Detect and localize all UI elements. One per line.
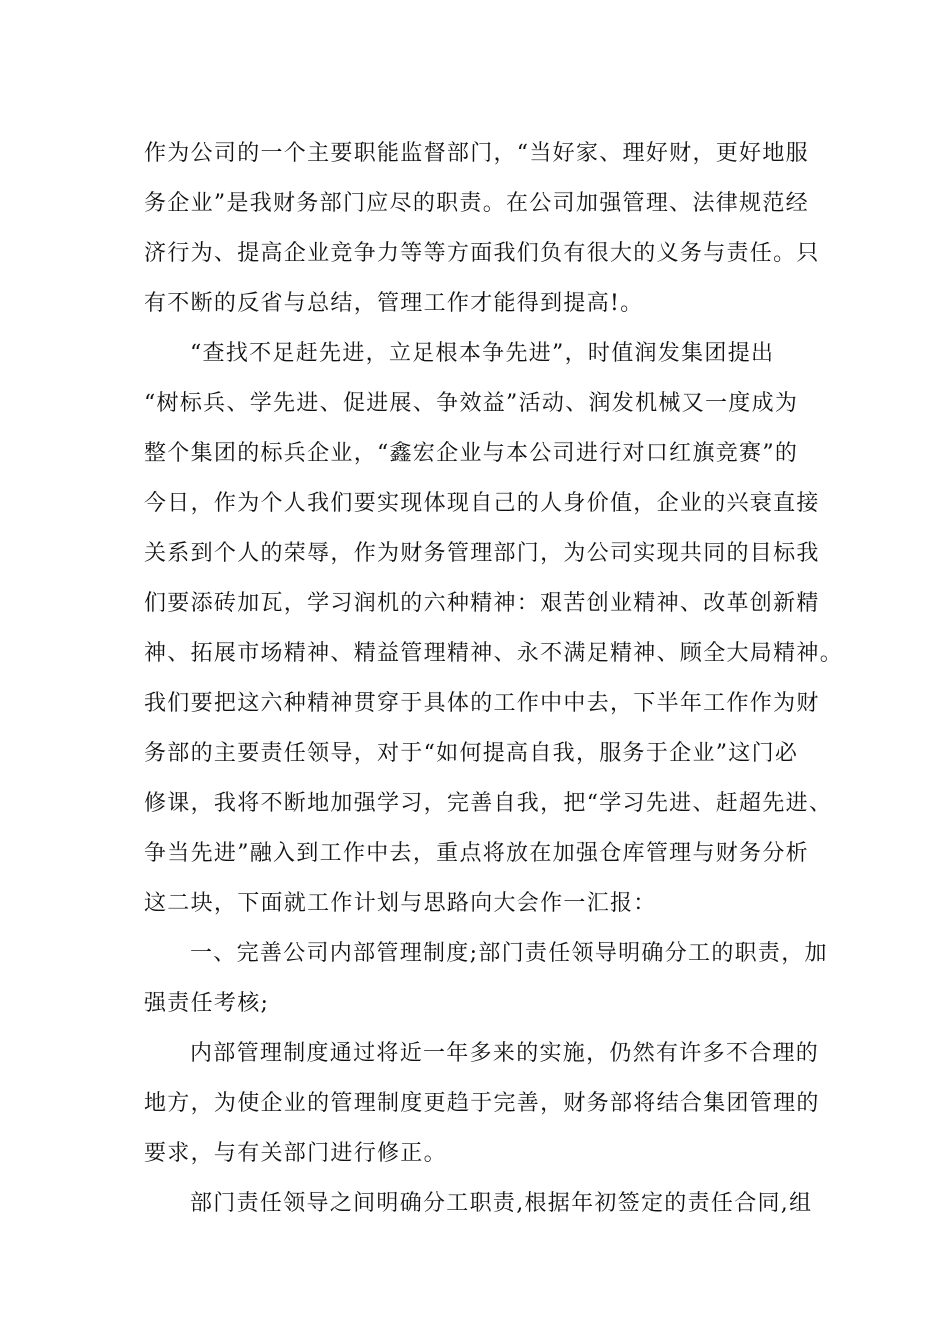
text-line: “查找不足赶先进，立足根本争先进”，时值润发集团提出 bbox=[190, 341, 775, 366]
text-line: 们要添砖加瓦，学习润机的六种精神：艰苦创业精神、改革创新精 bbox=[144, 591, 820, 616]
text-line: “树标兵、学先进、促进展、争效益”活动、润发机械又一度成为 bbox=[144, 391, 799, 416]
text-line: 今日，作为个人我们要实现体现自己的人身价值，企业的兴衰直接 bbox=[144, 491, 820, 516]
text-line: 关系到个人的荣辱，作为财务管理部门，为公司实现共同的目标我 bbox=[144, 541, 820, 566]
text-line: 神、拓展市场精神、精益管理精神、永不满足精神、顾全大局精神。 bbox=[144, 641, 844, 666]
text-line: 有不断的反省与总结，管理工作才能得到提高!。 bbox=[144, 291, 644, 316]
text-line: 务企业”是我财务部门应尽的职责。在公司加强管理、法律规范经 bbox=[144, 191, 809, 216]
text-line: 一、完善公司内部管理制度;部门责任领导明确分工的职责，加 bbox=[190, 941, 828, 966]
text-line: 修课，我将不断地加强学习，完善自我，把“学习先进、赶超先进、 bbox=[144, 791, 833, 816]
text-line: 部门责任领导之间明确分工职责,根据年初签定的责任合同,组 bbox=[190, 1191, 813, 1216]
text-line: 这二块，下面就工作计划与思路向大会作一汇报： bbox=[144, 891, 657, 916]
text-line: 内部管理制度通过将近一年多来的实施，仍然有许多不合理的 bbox=[190, 1041, 820, 1066]
text-line: 强责任考核; bbox=[144, 991, 270, 1016]
text-line: 要求，与有关部门进行修正。 bbox=[144, 1141, 447, 1166]
text-line: 济行为、提高企业竞争力等等方面我们负有很大的义务与责任。只 bbox=[144, 241, 820, 266]
text-line: 作为公司的一个主要职能监督部门，“当好家、理好财，更好地服 bbox=[144, 141, 809, 166]
text-line: 地方，为使企业的管理制度更趋于完善，财务部将结合集团管理的 bbox=[144, 1091, 820, 1116]
text-line: 争当先进”融入到工作中去，重点将放在加强仓库管理与财务分析 bbox=[144, 841, 809, 866]
text-line: 我们要把这六种精神贯穿于具体的工作中中去，下半年工作作为财 bbox=[144, 691, 820, 716]
text-line: 务部的主要责任领导，对于“如何提高自我，服务于企业”这门必 bbox=[144, 741, 799, 766]
text-line: 整个集团的标兵企业，“鑫宏企业与本公司进行对口红旗竞赛”的 bbox=[144, 441, 799, 466]
